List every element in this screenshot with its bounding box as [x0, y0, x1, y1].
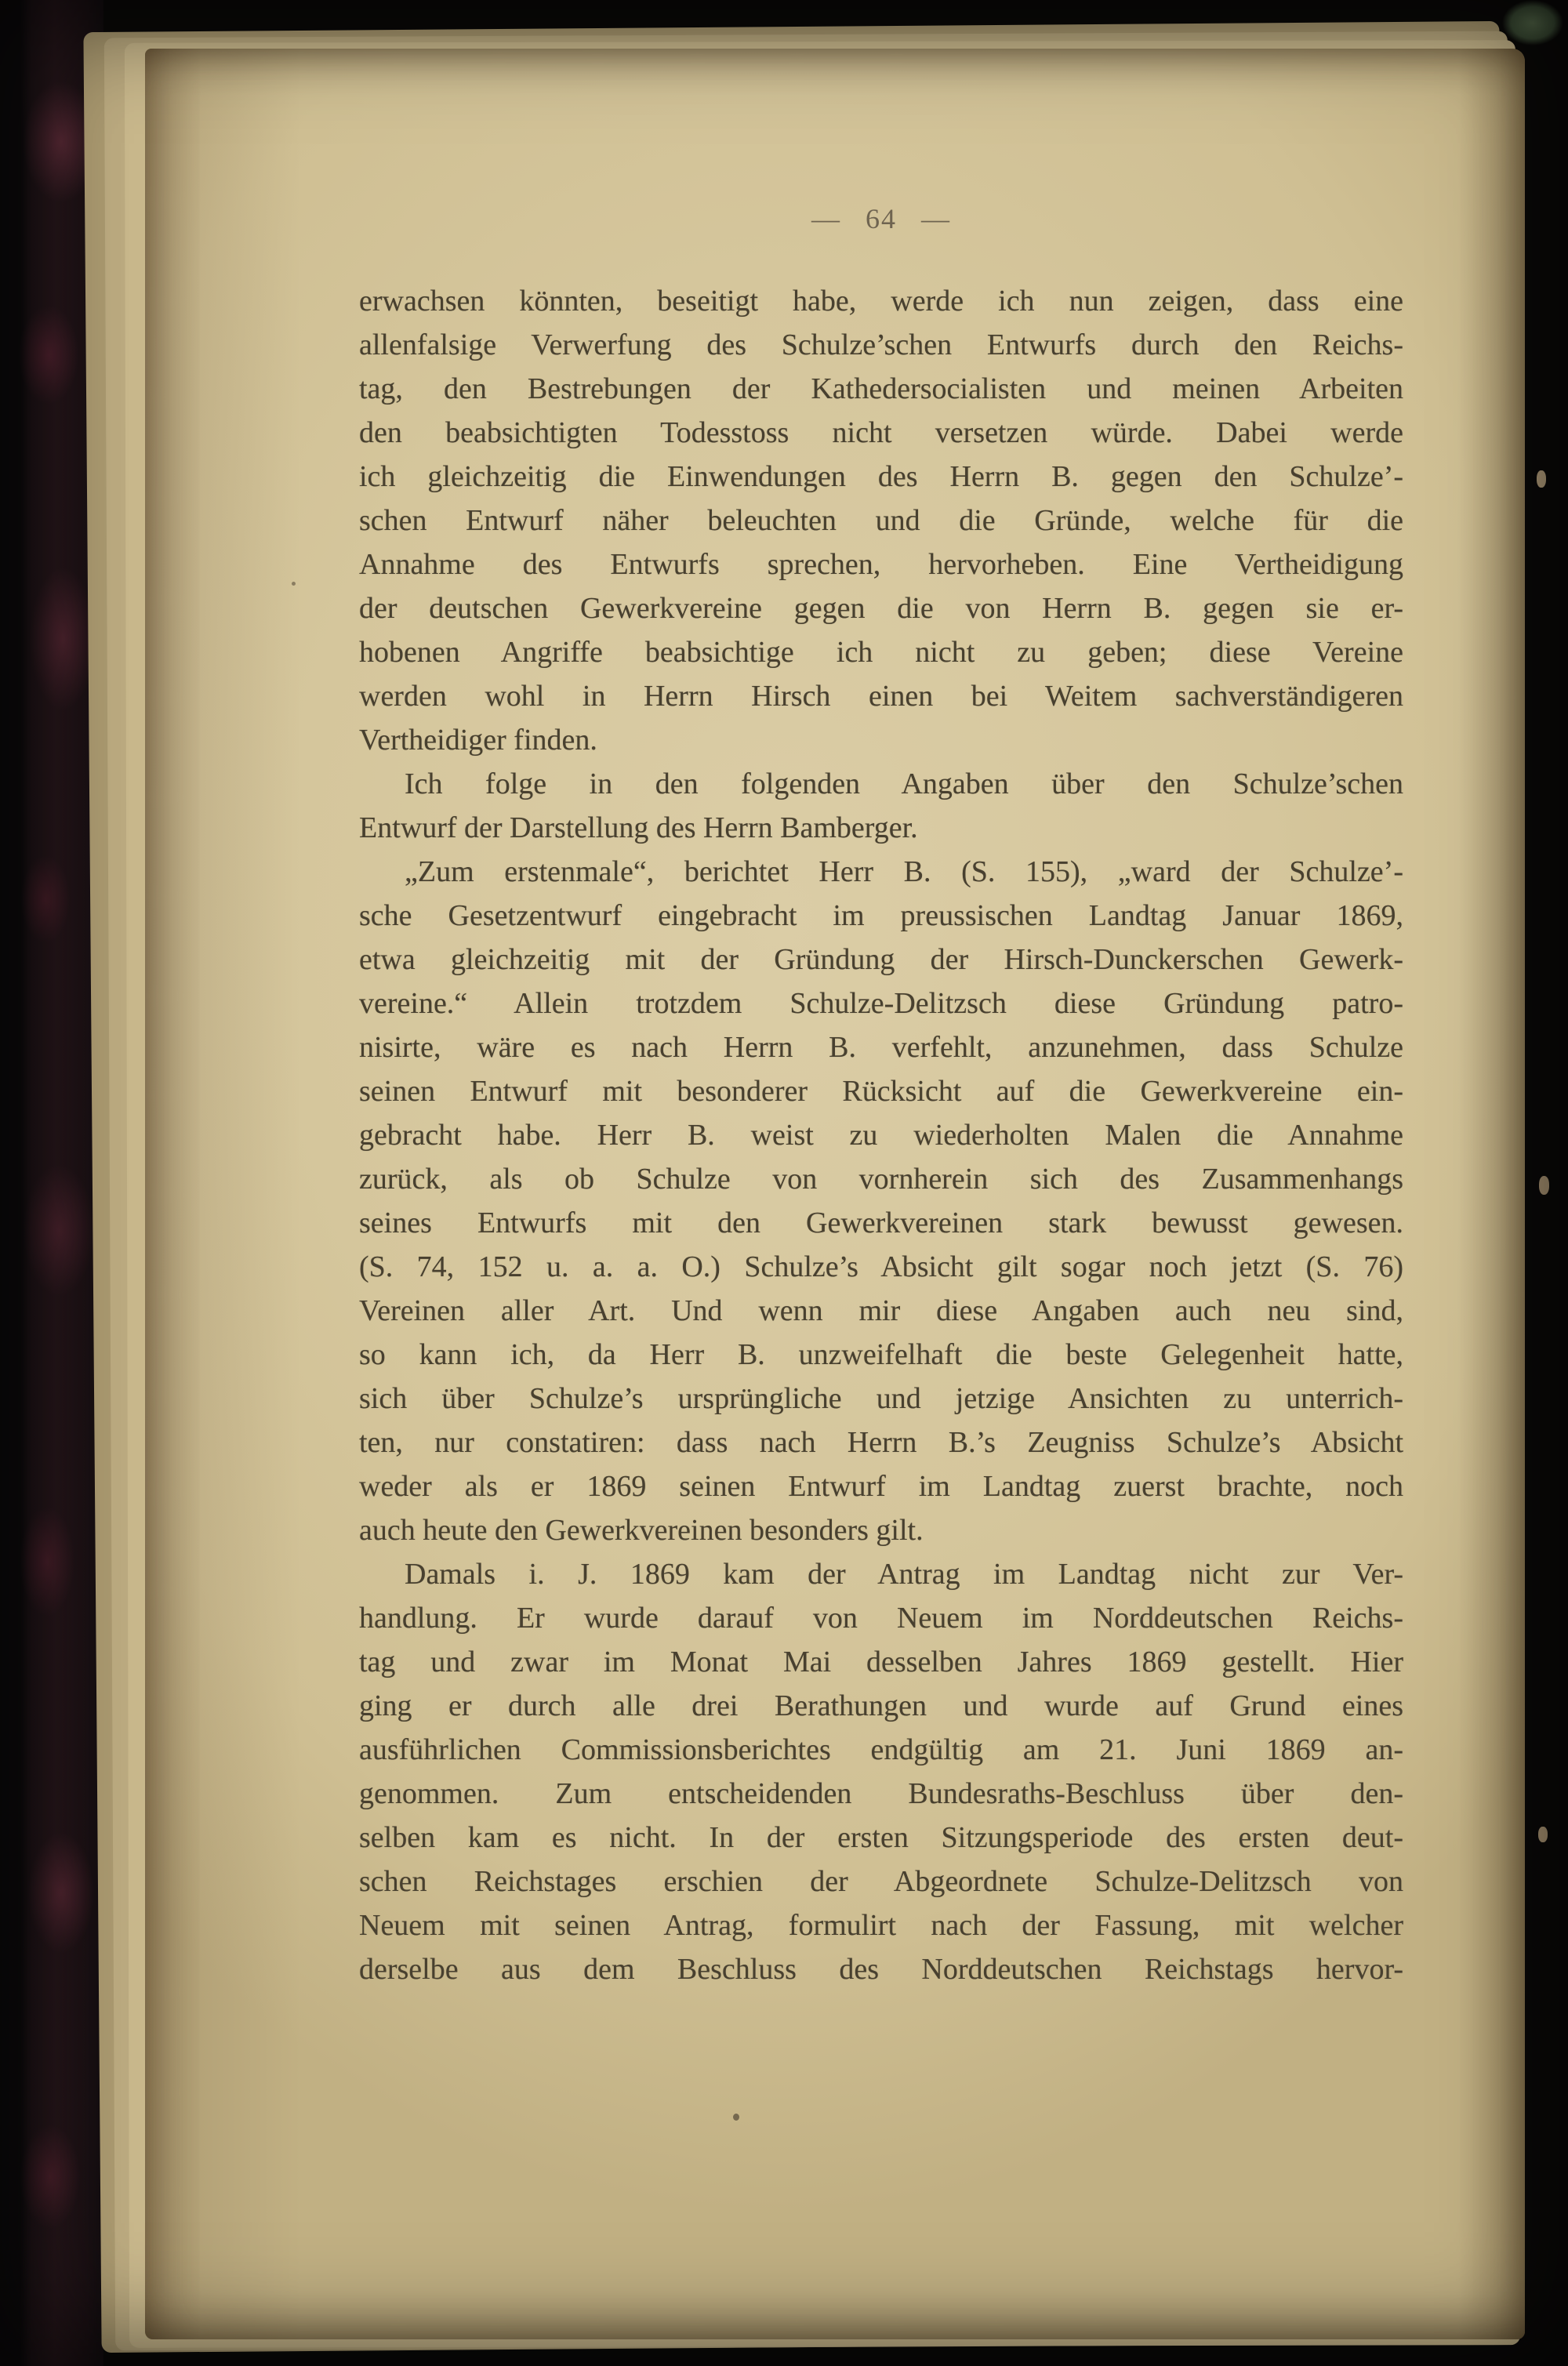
text-line: seines Entwurfs mit den Gewerkvereinen stark bewusst gewesen. — [359, 1207, 1403, 1239]
text-line: auch heute den Gewerkvereinen besonders gilt. — [359, 1514, 924, 1547]
text-line: genommen. Zum entscheidenden Bundesraths-Beschluss über den- — [359, 1777, 1403, 1810]
text-line: etwa gleichzeitig mit der Gründung der Hirsch-Dunckerschen Gewerk- — [359, 943, 1403, 976]
text-line: seinen Entwurf mit besonderer Rücksicht auf die Gewerkvereine ein- — [359, 1075, 1403, 1108]
text-line: zurück, als ob Schulze von vornherein sich des Zusammenhangs — [359, 1163, 1403, 1196]
text-line: ten, nur constatiren: dass nach Herrn B.’s Zeugniss Schulze’s Absicht — [359, 1426, 1403, 1459]
text-line: handlung. Er wurde darauf von Neuem im Norddeutschen Reichs- — [359, 1602, 1403, 1635]
text-line: hobenen Angriffe beabsichtige ich nicht zu geben; diese Vereine — [359, 636, 1403, 669]
text-line: Damals i. J. 1869 kam der Antrag im Landtag nicht zur Ver- — [405, 1558, 1403, 1591]
ink-speck — [292, 582, 296, 586]
text-line: vereine.“ Allein trotzdem Schulze-Delitzsch diese Gründung patro- — [359, 987, 1403, 1020]
text-line: allenfalsige Verwerfung des Schulze’schen Entwurfs durch den Reichs- — [359, 328, 1403, 361]
text-line: gebracht habe. Herr B. weist zu wiederholten Malen die Annahme — [359, 1119, 1403, 1152]
paper-chip — [1539, 1176, 1549, 1195]
text-line: tag, den Bestrebungen der Kathedersocialisten und meinen Arbeiten — [359, 372, 1403, 405]
text-line: sche Gesetzentwurf eingebracht im preussischen Landtag Januar 1869, — [359, 899, 1403, 932]
text-line: so kann ich, da Herr B. unzweifelhaft die beste Gelegenheit hatte, — [359, 1338, 1403, 1371]
text-line: den beabsichtigten Todesstoss nicht versetzen würde. Dabei werde — [359, 416, 1403, 449]
text-line: erwachsen könnten, beseitigt habe, werde ich nun zeigen, dass eine — [359, 285, 1403, 318]
text-line: derselbe aus dem Beschluss des Norddeutschen Reichstags hervor- — [359, 1953, 1403, 1986]
text-line: schen Entwurf näher beleuchten und die Gründe, welche für die — [359, 504, 1403, 537]
text-line: werden wohl in Herrn Hirsch einen bei Weitem sachverständigeren — [359, 680, 1403, 713]
background-object — [1502, 0, 1563, 45]
text-line: tag und zwar im Monat Mai desselben Jahres 1869 gestellt. Hier — [359, 1646, 1403, 1678]
text-line: sich über Schulze’s ursprüngliche und jetzige Ansichten zu unterrich- — [359, 1382, 1403, 1415]
text-line: nisirte, wäre es nach Herrn B. verfehlt, anzunehmen, dass Schulze — [359, 1031, 1403, 1064]
paper-chip — [1537, 470, 1546, 488]
text-line: ging er durch alle drei Berathungen und wurde auf Grund eines — [359, 1689, 1403, 1722]
text-line: ausführlichen Commissionsberichtes endgültig am 21. Juni 1869 an- — [359, 1733, 1403, 1766]
text-line: weder als er 1869 seinen Entwurf im Landtag zuerst brachte, noch — [359, 1470, 1403, 1503]
text-line: ich gleichzeitig die Einwendungen des Herrn B. gegen den Schulze’- — [359, 460, 1403, 493]
page-text — [359, 279, 1403, 1991]
text-line: Ich folge in den folgenden Angaben über den Schulze’schen — [405, 767, 1403, 800]
text-line: Annahme des Entwurfs sprechen, hervorheben. Eine Vertheidigung — [359, 548, 1403, 581]
text-line: „Zum erstenmale“, berichtet Herr B. (S. 155), „ward der Schulze’- — [405, 855, 1403, 888]
text-line: (S. 74, 152 u. a. a. O.) Schulze’s Absicht gilt sogar noch jetzt (S. 76) — [359, 1250, 1403, 1283]
page-number: — 64 — — [811, 203, 951, 234]
ink-speck — [733, 2114, 739, 2121]
text-line: der deutschen Gewerkvereine gegen die von Herrn B. gegen sie er- — [359, 592, 1403, 625]
text-line: selben kam es nicht. In der ersten Sitzungsperiode des ersten deut- — [359, 1821, 1403, 1854]
text-line: Vertheidiger finden. — [359, 724, 597, 757]
text-line: Vereinen aller Art. Und wenn mir diese Angaben auch neu sind, — [359, 1294, 1403, 1327]
paper-chip — [1538, 1827, 1548, 1842]
text-line: schen Reichstages erschien der Abgeordnete Schulze-Delitzsch von — [359, 1865, 1403, 1898]
text-line: Entwurf der Darstellung des Herrn Bamberger. — [359, 811, 918, 844]
text-line: Neuem mit seinen Antrag, formulirt nach der Fassung, mit welcher — [359, 1909, 1403, 1942]
